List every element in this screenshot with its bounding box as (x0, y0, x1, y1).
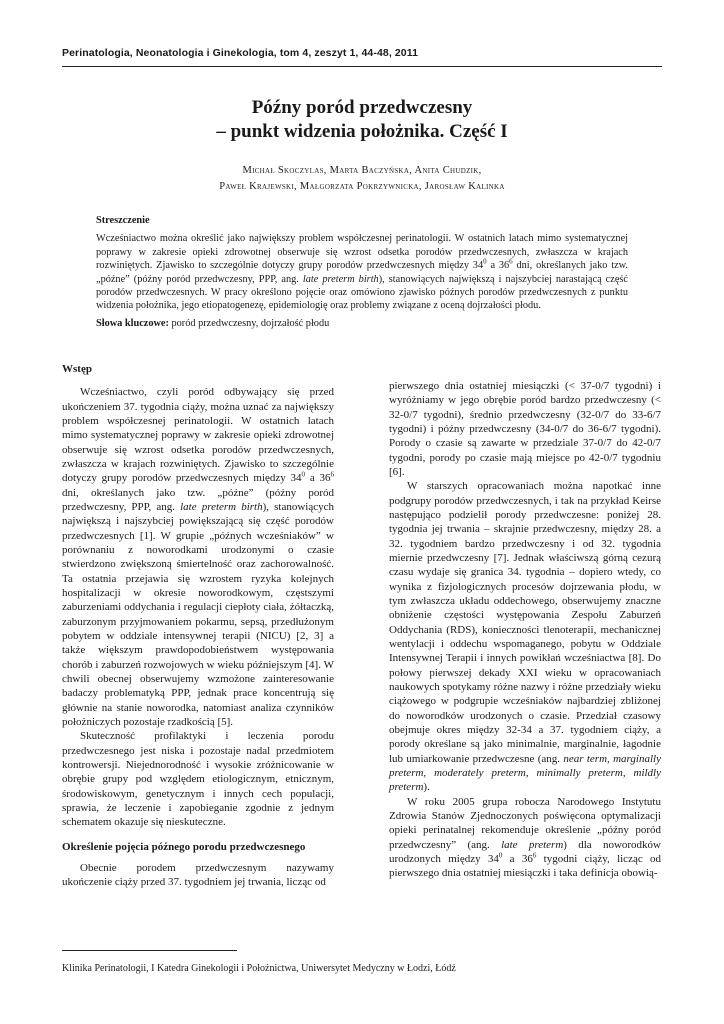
superscript: 6 (532, 851, 537, 860)
author-list (62, 163, 662, 195)
paragraph (62, 385, 334, 729)
superscript: 6 (330, 470, 334, 479)
superscript: 0 (483, 257, 487, 266)
text-span: tygodni ciąży, licząc od pierwszego dnia ostatniej miesiączki i taka definicja obowią- (389, 852, 662, 880)
superscript: 0 (498, 851, 503, 860)
italic-term: late preterm (501, 838, 564, 851)
text-span: Wcześniactwo, czyli poród odbywający się przed ukończeniem 37. tygodnia ciąży, można uznać za największy problem współczesnej perinatologii. W ostatnich latach mimo systematycznej poprawy w zakresie opieki zdrowotnej obserwuje się wzrost odsetka porodów przedwczesnych, zwłaszcza w krajach rozwiniętych. Zjawisko to szczególnie dotyczy grupy porodów przedwczesnych między 34 (62, 386, 334, 485)
text-span: ), stanowiących największą i najszybciej powiększającą się część porodów przedwczesnych [1]. W grupie „późnych wcześniaków” w porównaniu z noworodkami urodzonymi o czasie stwierdzono zwiększoną śmiertelność oraz zachorowalność. Ta ostatnia przejawia się wzrostem ryzyka kolejnych hospitalizacji w okresie noworodkowym, częstszymi zaburzeniami oddychania i regulacji ciepłoty ciała, żółtaczką, zaburzonym przyjmowaniem pokarmu, sepsą, przedłużonym pobytem w oddziale intensywnej terapii (NICU) [2, 3] a także większym prawdopodobieństwem występowania chorób i zaburzeń rozwojowych w wieku późniejszym [4]. W chwili obecnej obserwujemy wzmożone zainteresowanie badaczy problematyką PPP, jednak prace koncentrują się głównie na stanie noworodka, natomiast analiza czynników położniczych pozostaje rzadkością [5]. (62, 500, 334, 728)
title-line-2: – punkt widzenia położnika. Część I (216, 121, 508, 142)
right-column (389, 379, 661, 880)
abstract-text (96, 232, 628, 312)
authors-line-1: Michał Skoczylas, Marta Baczyńska, Anita Chudzik, (242, 165, 482, 176)
keywords-text: poród przedwczesny, dojrzałość płodu (168, 317, 330, 329)
text-span: ) dla noworodków urodzonych między 34 (389, 838, 661, 865)
abstract-text-part: dni, określanych jako tzw. „późne” (późny poród przedwczesny, PPP, ang. (96, 260, 628, 285)
abstract-text-part: ), stanowiących największą i najszybciej narastającą część porodów przedwczesnych. W pracy określono pojęcie oraz omówiono zjawisko późnych porodów przedwczesnych z punktu widzenia położnika, jego etiopatogenezę, epidemiologię oraz problemy związane z oceną dojrzałości płodu. (96, 273, 628, 312)
paragraph (389, 479, 661, 794)
paragraph (389, 795, 661, 881)
text-span: ). (423, 781, 430, 794)
italic-term: near term, marginally preterm, moderately preterm, minimally preterm, mildly preterm (389, 752, 661, 794)
title-line-1: Późny poród przedwczesny (251, 97, 473, 118)
keywords (96, 317, 628, 330)
superscript: 0 (301, 470, 306, 479)
text-span: a 36 (305, 472, 331, 485)
keywords-label: Słowa kluczowe: (96, 317, 169, 329)
section-heading-definition: Określenie pojęcia późnego porodu przedwczesnego (62, 840, 306, 853)
abstract-text-part: a 36 (486, 260, 510, 272)
footnote-affiliation: Klinika Perinatologii, I Katedra Ginekologii i Położnictwa, Uniwersytet Medyczny w Łodzi, Łódź (62, 963, 456, 974)
abstract (96, 214, 628, 330)
authors-line-2: Paweł Krajewski, Małgorzata Pokrzywnicka, Jarosław Kalinka (219, 181, 505, 192)
abstract-italic-term: late preterm birth (302, 273, 379, 285)
superscript: 6 (509, 257, 513, 266)
running-head: Perinatologia, Neonatologia i Ginekologia, tom 4, zeszyt 1, 44-48, 2011 (62, 47, 419, 59)
paragraph: Skuteczność profilaktyki i leczenia porodu przedwczesnego jest niska i pozostaje nadal przedmiotem kontrowersji. Niejednorodność i wysokie zróżnicowanie w obrębie grupy pod względem etiologicznym, etnicznym, środowiskowym, genetycznym i innych cech populacji, sprawia, że leczenie i zapobieganie zgodnie z jednym schematem okazuje się nieskuteczne. (62, 730, 334, 829)
header-rule (62, 66, 662, 67)
paragraph: Obecnie porodem przedwczesnym nazywamy ukończenie ciąży przed 37. tygodniem jej trwania, licząc od (62, 861, 334, 889)
footnote-rule (62, 950, 237, 951)
article-title (62, 96, 662, 144)
text-span: W roku 2005 grupa robocza Narodowego Instytutu Zdrowia Stanów Zjednoczonych poświęcona optymalizacji opieki perinatalnej rekomenduje określenie „późny poród przedwczesny” (ang. (389, 795, 661, 851)
paragraph: pierwszego dnia ostatniej miesiączki (< 37-0/7 tygodni) i wyróżniamy w jego obrębie poród bardzo przedwczesny (< 32-0/7 tygodni), średnio przedwczesny (32-0/7 do 33-6/7 tygodni) i późny przedwczesny (34-0/7 do 36-6/7 tygodni). Porody o czasie są zawarte w przedziale 37-0/7 do 42-0/7 tygodni, porody po czasie mają miejsce po 42-0/7 tygodniu [6]. (389, 380, 661, 478)
text-span: dni, określanych jako tzw. „późne” (późny poród przedwczesny, PPP, ang. (62, 486, 334, 513)
left-column (62, 362, 334, 889)
abstract-text-part: Wcześniactwo można określić jako największy problem współczesnej perinatologii. W ostatnich latach mimo systematycznej poprawy w zakresie opieki zdrowotnej obserwuje się wzrost odsetka porodów przedwczesnych, zwłaszcza w krajach rozwiniętych. Zjawisko to szczególnie dotyczy grupy porodów przedwczesnych między 34 (96, 233, 628, 272)
section-heading-introduction: Wstęp (62, 363, 92, 375)
abstract-heading: Streszczenie (96, 215, 150, 226)
text-span: a 36 (502, 852, 533, 865)
italic-term: late preterm birth (180, 500, 263, 513)
text-span: W starszych opracowaniach można napotkać inne podgrupy porodów przedwczesnych, i tak na przykład Keirse następująco podzielił porody przedwczesne: poniżej 28. tygodnia jej trwania – skrajnie przedwczesny, między 28. a 32. tygodniem bardzo przedwczesny i od 32. tygodnia miernie przedwczesny [7]. Jednak właściwszą górną cezurą czasu wydaje się granica 34. tygodnia – dopiero wtedy, co wynika z fizjologicznych procesów dojrzewania płodu, w tym zwłaszcza układu oddechowego, obserwujemy znaczne obniżenie częstości występowania Zespołu Zaburzeń Oddychania (RDS), konieczności tlenoterapii, mechanicznej wentylacji i oddechu wspomaganego, pobytu w Oddziale Intensywnej Terapii i innych powikłań wcześniactwa [8]. Do połowy pierwszej dekady XXI wieku w opracowaniach naukowych spotykamy różne nazwy i różne przedziały wieku ciążowego w podgrupie wcześniaków najbardziej zbliżonej do noworodków urodzonych o czasie. Przedział czasowy obejmuje okres między 32-34 a 37. tygodniem ciąży, a porody określane są jako minimalnie, marginalnie, łagodnie lub umiarkowanie przedwczesne (ang. (389, 480, 661, 765)
